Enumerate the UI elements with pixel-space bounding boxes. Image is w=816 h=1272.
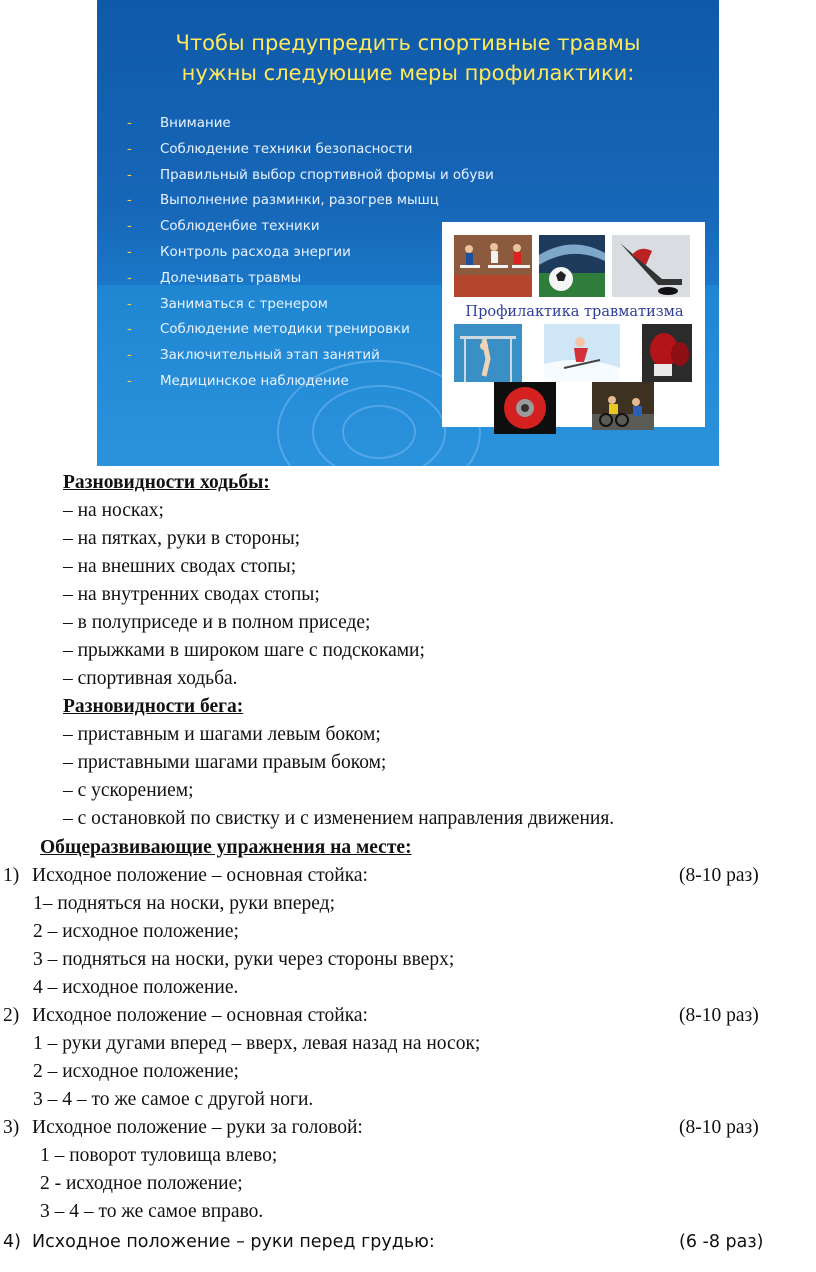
exercise-step: 1 – поворот туловища влево;: [40, 1145, 278, 1166]
list-item: – на носках;: [63, 500, 164, 521]
bullet-dash: -: [127, 219, 132, 235]
list-item-text: Соблюденбие техники: [160, 219, 320, 235]
prevention-measures-list: [127, 113, 494, 397]
exercise-number: 1): [3, 865, 20, 886]
exercise-title: Исходное положение – руки за головой:: [32, 1117, 363, 1138]
slide-title: [97, 28, 719, 88]
list-item: [127, 294, 494, 320]
exercise-step: 2 – исходное положение;: [33, 921, 239, 942]
list-item: – с остановкой по свистку и с изменением направления движения.: [63, 808, 615, 829]
walking-heading: Разновидности ходьбы:: [63, 472, 270, 493]
exercise-title: Исходное положение – основная стойка:: [32, 865, 368, 886]
list-item-text: Заключительный этап занятий: [160, 348, 380, 364]
exercise-step: 2 – исходное положение;: [33, 1061, 239, 1082]
list-item: – на внешних сводах стопы;: [63, 556, 297, 577]
list-item: – приставными шагами правым боком;: [63, 752, 387, 773]
bullet-dash: -: [127, 141, 132, 157]
slide-title-line: нужны следующие меры профилактики:: [181, 61, 635, 85]
hurdles-race-photo: [454, 235, 532, 297]
exercise-step: 1 – руки дугами вперед – вверх, левая назад на носок;: [33, 1033, 481, 1054]
exercise-step: 3 – подняться на носки, руки через стороны вверх;: [33, 949, 455, 970]
football-photo: [539, 235, 605, 297]
exercise-number: 2): [3, 1005, 20, 1026]
bullet-dash: -: [127, 244, 132, 260]
list-item-text: Соблюдение техники безопасности: [160, 141, 413, 157]
list-item: – приставным и шагами левым боком;: [63, 724, 381, 745]
list-item: – на внутренних сводах стопы;: [63, 584, 320, 605]
bullet-dash: -: [127, 373, 132, 389]
bullet-dash: -: [127, 167, 132, 183]
bullet-dash: -: [127, 322, 132, 338]
list-item: [127, 216, 494, 242]
list-item: – в полуприседе и в полном приседе;: [63, 612, 371, 633]
list-item-text: Медицинское наблюдение: [160, 373, 349, 389]
exercise-title: Исходное положение – руки перед грудью:: [32, 1232, 435, 1252]
list-item: [127, 190, 494, 216]
bullet-dash: -: [127, 116, 132, 131]
bullet-dash: -: [127, 193, 132, 209]
exercise-title: Исходное положение – основная стойка:: [32, 1005, 368, 1026]
skiing-photo: [544, 324, 620, 382]
running-heading: Разновидности бега:: [63, 696, 244, 717]
list-item: – на пятках, руки в стороны;: [63, 528, 301, 549]
list-item: [127, 113, 494, 139]
weight-plate-photo: [494, 382, 556, 434]
bullet-dash: -: [127, 270, 132, 286]
list-item-text: Заниматься с тренером: [160, 296, 328, 312]
list-item: [127, 268, 494, 294]
exercise-reps: (8-10 раз): [679, 1005, 759, 1026]
exercise-step: 2 - исходное положение;: [40, 1173, 243, 1194]
list-item: – с ускорением;: [63, 780, 194, 801]
exercise-step: 3 – 4 – то же самое с другой ноги.: [33, 1089, 314, 1110]
exercise-reps: (8-10 раз): [679, 865, 759, 886]
exercises-heading: Общеразвивающие упражнения на месте:: [40, 837, 412, 858]
exercise-number: 4): [3, 1232, 21, 1252]
list-item: [127, 371, 494, 397]
list-item: [127, 319, 494, 345]
exercise-reps: (6 -8 раз): [679, 1232, 764, 1252]
ripple-ring: [342, 405, 416, 459]
list-item: – прыжками в широком шаге с подскоками;: [63, 640, 425, 661]
slide-title-line: Чтобы предупредить спортивные травмы: [175, 31, 641, 55]
list-item: – спортивная ходьба.: [63, 668, 238, 689]
exercise-step: 1– подняться на носки, руки вперед;: [33, 893, 336, 914]
presentation-slide: [97, 0, 719, 466]
exercise-step: 3 – 4 – то же самое вправо.: [40, 1201, 264, 1222]
list-item-text: Правильный выбор спортивной формы и обуви: [160, 167, 494, 183]
card-caption: Профилактика травматизма: [465, 304, 684, 320]
boxing-gloves-photo: [642, 324, 692, 382]
exercise-reps: (8-10 раз): [679, 1117, 759, 1138]
injury-prevention-photo-card: [442, 222, 705, 427]
bullet-dash: -: [127, 348, 132, 364]
list-item: [127, 345, 494, 371]
list-item: [127, 242, 494, 268]
cycling-race-photo: [592, 382, 654, 430]
bullet-dash: -: [127, 296, 132, 312]
list-item-text: Соблюдение методики тренировки: [160, 322, 410, 338]
hockey-photo: [612, 235, 690, 297]
gymnastics-photo: [454, 324, 522, 382]
list-item-text: Выполнение разминки, разогрев мышц: [160, 193, 439, 209]
list-item-text: Долечивать травмы: [160, 270, 302, 286]
exercise-step: 4 – исходное положение.: [33, 977, 239, 998]
list-item: [127, 165, 494, 191]
list-item-text: Контроль расхода энергии: [160, 244, 351, 260]
list-item-text: Внимание: [160, 116, 231, 131]
exercise-number: 3): [3, 1117, 20, 1138]
list-item: [127, 139, 494, 165]
